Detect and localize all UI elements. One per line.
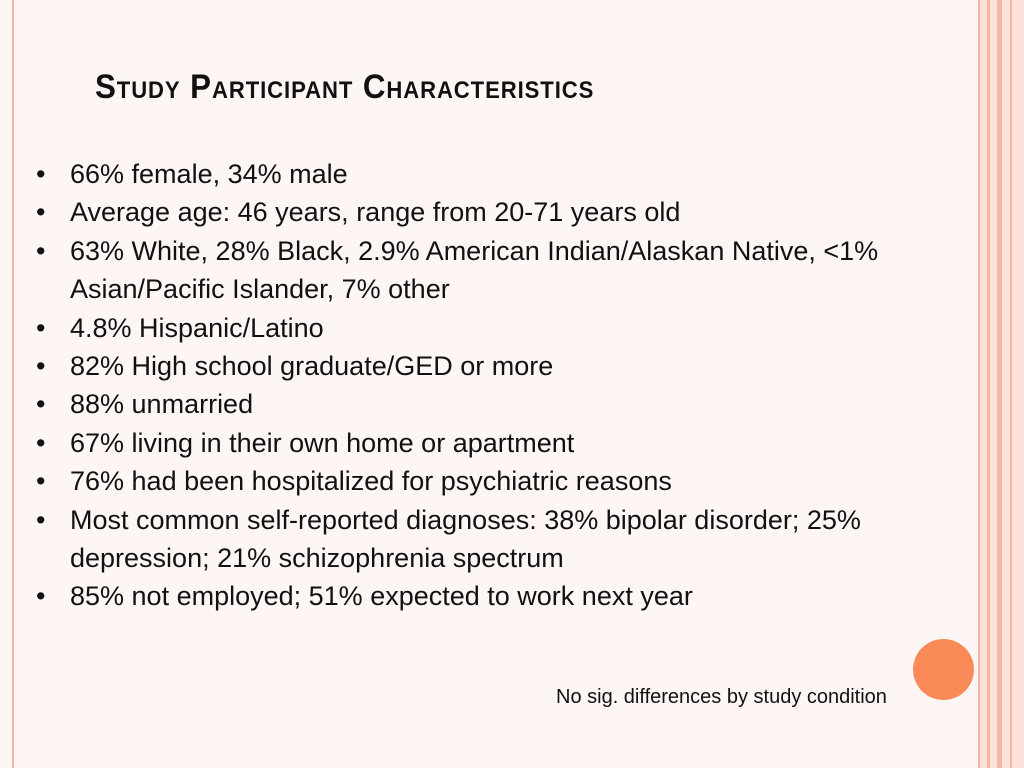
bullet-icon: • bbox=[36, 427, 46, 458]
bullet-item bbox=[36, 577, 1001, 615]
bullet-text: 88% unmarried bbox=[70, 389, 254, 420]
bullet-text: Most common self-reported diagnoses: 38% bipolar disorder; 25% depression; 21% schizophrenia spectrum bbox=[70, 504, 861, 574]
bullet-list bbox=[36, 155, 1001, 616]
bullet-text: 85% not employed; 51% expected to work next year bbox=[70, 581, 693, 612]
left-border-line bbox=[12, 0, 14, 768]
bullet-item bbox=[36, 424, 1001, 462]
bullet-text: 67% living in their own home or apartment bbox=[70, 427, 575, 458]
bullet-item bbox=[36, 385, 1001, 423]
bullet-icon: • bbox=[36, 504, 46, 535]
bullet-text: 82% High school graduate/GED or more bbox=[70, 351, 554, 382]
slide-title: Study Participant Characteristics bbox=[95, 68, 595, 106]
bullet-icon: • bbox=[36, 159, 46, 189]
bullet-item bbox=[36, 347, 1001, 385]
bullet-text: 63% White, 28% Black, 2.9% American Indian/Alaskan Native, <1% Asian/Pacific Islander, 7% other bbox=[70, 235, 879, 305]
bullet-icon: • bbox=[36, 351, 46, 382]
bullet-item bbox=[36, 193, 1001, 231]
right-border-line bbox=[1010, 0, 1012, 768]
bullet-item bbox=[36, 501, 1001, 578]
bullet-icon: • bbox=[36, 235, 46, 266]
bullet-icon: • bbox=[36, 466, 46, 497]
bullet-icon: • bbox=[36, 197, 46, 228]
bullet-icon: • bbox=[36, 312, 46, 343]
bullet-item bbox=[36, 462, 1001, 500]
bullet-item bbox=[36, 309, 1001, 347]
bullet-text: 76% had been hospitalized for psychiatric reasons bbox=[70, 466, 672, 497]
bullet-item bbox=[36, 232, 1001, 309]
footnote: No sig. differences by study condition bbox=[556, 686, 887, 708]
bullet-item bbox=[36, 155, 1001, 193]
bullet-icon: • bbox=[36, 581, 46, 612]
bullet-icon: • bbox=[36, 389, 46, 420]
bullet-text: 66% female, 34% male bbox=[70, 159, 348, 189]
accent-circle bbox=[913, 639, 974, 700]
bullet-text: Average age: 46 years, range from 20-71 years old bbox=[70, 197, 681, 228]
bullet-text: 4.8% Hispanic/Latino bbox=[70, 312, 324, 343]
